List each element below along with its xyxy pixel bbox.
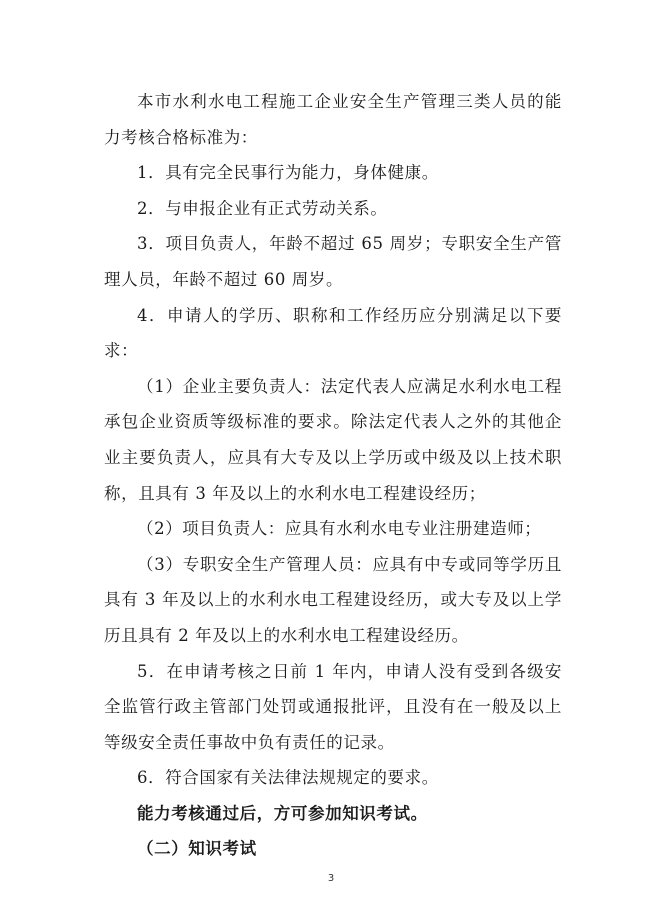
requirement-6: 6．符合国家有关法律法规规定的要求。 [137,768,439,788]
requirement-2: 2．与申报企业有正式劳动关系。 [137,198,388,218]
document-body [104,84,562,867]
requirement-4-item-2: （2）项目负责人：应具有水利水电专业注册建造师； [137,519,542,539]
section-heading-knowledge-exam: （二）知识考试 [137,839,257,859]
requirement-4-item-3: （3）专职安全生产管理人员：应具有中专或同等学历且具有 3 年及以上的水利水电工程建设经历，或大专及以上学历且具有 2 年及以上的水利水电工程建设经历。 [104,554,562,645]
page-number: 3 [327,873,335,884]
requirement-1: 1．具有完全民事行为能力，身体健康。 [137,163,439,183]
requirement-4: 4．申请人的学历、职称和工作经历应分别满足以下要求： [104,305,562,361]
requirement-5: 5．在申请考核之日前 1 年内，申请人没有受到各级安全监管行政主管部门处罚或通报批评，且没有在一般及以上等级安全责任事故中负有责任的记录。 [104,661,562,752]
intro-paragraph: 本市水利水电工程施工企业安全生产管理三类人员的能力考核合格标准为： [104,92,562,147]
requirement-3: 3．项目负责人，年龄不超过 65 周岁；专职安全生产管理人员，年龄不超过 60 周岁。 [104,234,562,289]
bold-note: 能力考核通过后，方可参加知识考试。 [137,803,428,823]
requirement-4-item-1: （1）企业主要负责人：法定代表人应满足水利水电工程承包企业资质等级标准的要求。除法定代表人之外的其他企业主要负责人，应具有大专及以上学历或中级及以上技术职称，且具有 3 年及以上的水利水电工程建设经历； [104,376,562,503]
